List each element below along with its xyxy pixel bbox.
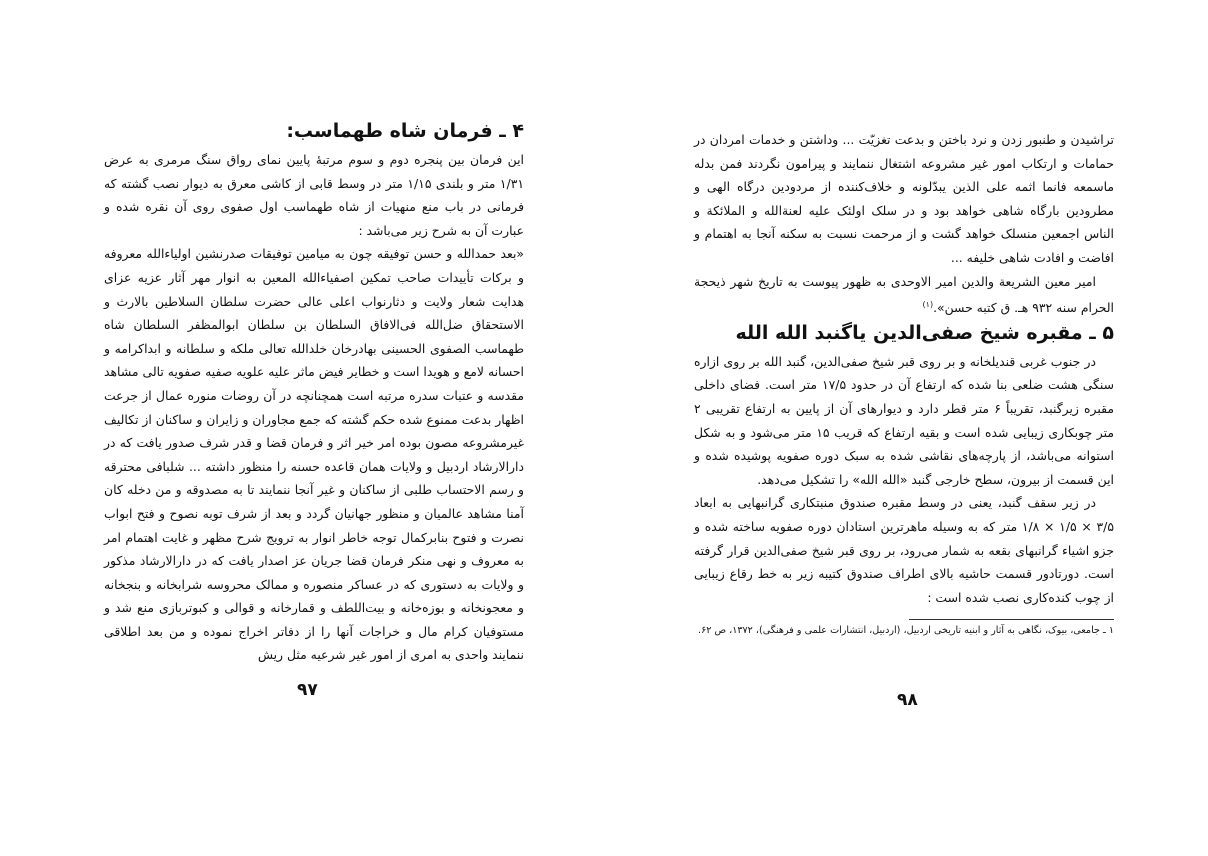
footnote-marker[interactable]: (۱) xyxy=(922,300,934,310)
footnote-divider xyxy=(909,619,1114,620)
right-page xyxy=(694,128,1114,638)
paragraph-farman-text: «بعد حمدالله و حسن توفیقه چون به میامین توفیقات صدرنشین اولیاءالله معروفه و برکات تأییدات صاحب تمکین اصفیاءالله المعین به انوار مهر آثار عزیه عزای هدایت شعار ولایت و دثارنواب اعلی عالی حضرت سلطان السلاطین بالارث و الاستحقاق ضل‌الله فی‌الافاق السلطان بن سلطان ابوالمظفر السلطان شاه طهماسب الصفوی الحسینی بهادرخان خلدالله تعالی ملکه و سلطانه و ابدا‌کرامه و احسانه لامع و هویدا است و خطایر فیض ماثر علیه علویه صفیه صفویه تالی مشاهد مقدسه و عتبات سدره مرتبه است همچنانچه در آن روضات منوره عمال از جرعت اظهار بدعت ممنوع شده حکم گشته که جمع مجاوران و زایران و ساکنان از تکالیف غیرمشروعه مصون بوده امر خیر اثر و فرمان قضا و قدر شرف صدور یافت که در دارالارشاد اردبیل و ولایات همان قاعده حسنه را منظور داشته ... شلبافی محترقه و رسم الاحتساب طلبی از ساکنان و غیر آنجا ننمایند تا به مصدوقه و من دخله کان آمنا مشاهد عالمیان و منظور جهانیان گردد و بعد از شرف توبه نصوح و فتح ابواب نصرت و فتوح بنابرکمال توجه خاطر انوار به ترویج شرح مظهر و غایت اهتمام امر به معروف و نهی منکر فرمان قضا جریان عز اصدار یافت که در دارالارشاد مذکور و ولایات به دستوری که در عساکر منصوره و ممالک محروسه شرابخانه و بنجخانه و معجونخانه و بوزه‌خانه و بیت‌اللطف و قمارخانه و قوالی و کبوتربازی منع شد و مستوفیان کرام مال و خراجات آنها را از دفاتر اخراج نموده و من بعد اطلاقی ننمایند واحدی به امری از امور غیر شرعیه مثل ریش xyxy=(104,246,524,663)
section-heading-maqbareh: ۵ ـ مقبره شیخ صفی‌الدین یاگنبد الله الله xyxy=(735,321,1114,344)
paragraph-farman-date-text: امیر معین الشریعة والدین امیر الاوحدی به ظهور پیوست به تاریخ شهر ذیحجة الحرام سنه ۹۳۲ هـ. ق کتبه حسن». xyxy=(694,273,1114,316)
paragraph-maqbareh-description: در جنوب غربی قندیلخانه و بر روی قبر شیخ صفی‌الدین، گنبد الله بر روی ازاره سنگی هشت ضلعی بنا شده که ارتفاع آن در حدود ۱۷/۵ متر است. فضای داخلی مقبره زیرگنبد، تقریباً ۶ متر قطر دارد و دیوارهای آن از پایین به ارتفاع تقریبی ۲ متر چوبکاری زیبایی شده است و بقیه ارتفاع که قریب ۱۵ متر می‌شود و به شکل استوانه می‌باشد، از پارچه‌های نقاشی شده به سبک دوره صفویه پوشیده شده و این قسمت از بیرون، سطح خارجی گنبد «الله الله» را تشکیل می‌دهد. xyxy=(694,353,1115,487)
paragraph-intro: این فرمان بین پنجره دوم و سوم مرتبهٔ پایین نمای رواق سنگ مرمری به عرض ۱/۳۱ متر و بلندی ۱/۱۵ متر در وسط قابی از کاشی معرق به دیوار نصب گشته که فرمانی در باب منع منهیات از شاه طهماسب اول صفوی روی آن نقره شده و عبارت آن به شرح زیر می‌باشد : xyxy=(104,152,524,238)
left-page xyxy=(104,118,524,667)
footnote-text: ۱ ـ جامعی، بیوک، نگاهی به آثار و ابنیه تاریخی اردبیل، (اردبیل، انتشارات علمی و فرهنگی)، ۱۳۷۲، ص ۶۲. xyxy=(698,625,1114,637)
page-number-right: ۹۸ xyxy=(897,690,918,710)
paragraph-farman-continued: تراشیدن و طنبور زدن و نرد باختن و بدعت تغزیّت ... وداشتن و خدمات امردان در حمامات و ارتکاب امور غیر مشروعه اشتغال ننمایند و پیرامون نگردند فمن بدله ماسمعه فانما اثمه علی الذین یبدّلونه و خلاف‌کننده از مردودین درگاه الهی و مطرودین بارگاه شاهی خواهد بود و در سلک اولئک علیه لعنةالله و الملائکة و الناس اجمعین منسلک خواهد گشت و از مرحمت نسبت به سکنه آنجا به اهتمام و افاضت و افادت شاهی خلیفه ... xyxy=(694,132,1114,265)
paragraph-farman-date xyxy=(694,270,1114,320)
section-heading-farman: ۴ ـ فرمان شاه طهماسب: xyxy=(286,120,524,142)
page-number-left: ۹۷ xyxy=(297,680,318,700)
paragraph-sanduq-description: در زیر سقف گنبد، یعنی در وسط مقبره صندوق منبتکاری گرانبهایی به ابعاد ۳/۵ × ۱/۵ × ۱/۸ متر که به وسیله ماهرترین استادان دوره صفویه ساخته شده و جزو اشیاء گرانبهای بقعه به شمار می‌رود، بر روی قبر شیخ صفی‌الدین قرار گرفته است. دورتادور قسمت حاشیه بالای اطراف صندوق کتیبه زیر به خط رقاع زیبایی از چوب کنده‌کاری نصب شده است : xyxy=(694,495,1115,605)
